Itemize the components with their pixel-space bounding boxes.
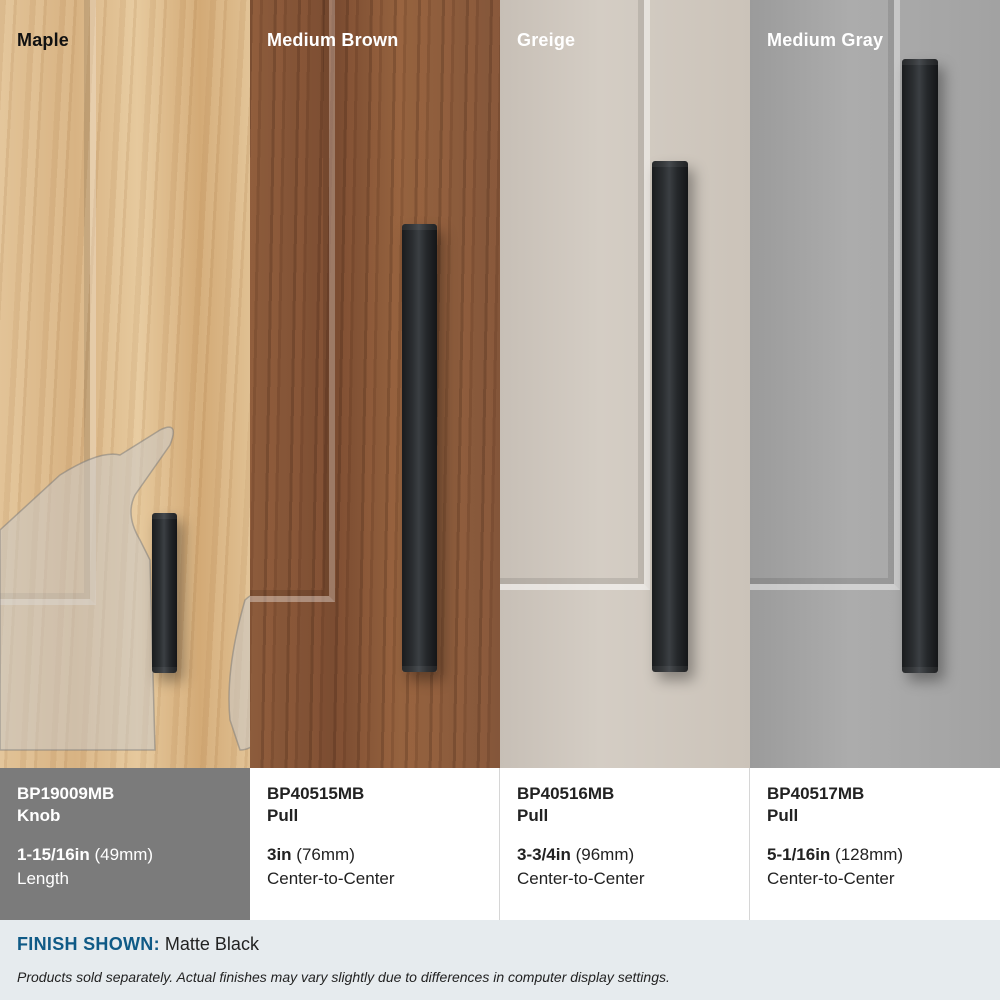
product-sku: BP40517MB bbox=[767, 784, 865, 803]
size-metric: (96mm) bbox=[575, 845, 635, 864]
product-type: Knob bbox=[17, 806, 61, 825]
finish-label-maple: Maple bbox=[17, 30, 70, 50]
finish-shown-value: Matte Black bbox=[164, 934, 259, 954]
product-type: Pull bbox=[267, 806, 299, 825]
size-measure: Center-to-Center bbox=[267, 869, 395, 888]
product-size bbox=[767, 843, 983, 891]
product-type: Pull bbox=[767, 806, 799, 825]
size-metric: (76mm) bbox=[296, 845, 355, 864]
product-info-row bbox=[0, 768, 1000, 920]
size-imperial: 5-1/16in bbox=[767, 845, 831, 864]
product-info-knob bbox=[0, 768, 250, 920]
size-metric: (128mm) bbox=[835, 845, 904, 864]
panel-medium-gray bbox=[750, 0, 1000, 768]
product-sku: BP40516MB bbox=[517, 784, 615, 803]
product-size bbox=[517, 843, 732, 891]
product-size bbox=[267, 843, 482, 891]
hand-silhouette-image bbox=[0, 420, 250, 768]
finish-label-medium-brown: Medium Brown bbox=[267, 30, 399, 50]
disclaimer-text: Products sold separately. Actual finishes may vary slightly due to differences in computer display settings. bbox=[17, 969, 670, 985]
product-info-pull-96mm bbox=[500, 768, 750, 920]
pull-bar-3in bbox=[402, 224, 437, 672]
pull-bar-3-3-4in bbox=[652, 161, 688, 672]
product-sku: BP19009MB bbox=[17, 784, 115, 803]
panel-maple bbox=[0, 0, 250, 768]
pull-bar-5-1-16in bbox=[902, 59, 938, 673]
finish-label-greige: Greige bbox=[517, 30, 576, 50]
size-measure: Length bbox=[17, 869, 69, 888]
knob-bar bbox=[152, 513, 177, 673]
panel-medium-brown bbox=[250, 0, 500, 768]
size-imperial: 3-3/4in bbox=[517, 845, 571, 864]
product-sku: BP40515MB bbox=[267, 784, 365, 803]
product-info-pull-128mm bbox=[750, 768, 1000, 920]
finish-label-medium-gray: Medium Gray bbox=[767, 30, 884, 50]
size-measure: Center-to-Center bbox=[517, 869, 645, 888]
footer bbox=[0, 920, 1000, 1000]
door-panel bbox=[500, 0, 750, 768]
panel-greige bbox=[500, 0, 750, 768]
door-panel bbox=[750, 0, 1000, 768]
size-imperial: 1-15/16in bbox=[17, 845, 90, 864]
size-metric: (49mm) bbox=[94, 845, 154, 864]
finish-shown-label: FINISH SHOWN: bbox=[17, 934, 160, 954]
size-measure: Center-to-Center bbox=[767, 869, 895, 888]
finish-shown bbox=[17, 934, 983, 955]
product-type: Pull bbox=[517, 806, 549, 825]
product-info-pull-3in bbox=[250, 768, 500, 920]
door-panel bbox=[250, 0, 500, 768]
product-size bbox=[17, 843, 233, 891]
size-imperial: 3in bbox=[267, 845, 292, 864]
